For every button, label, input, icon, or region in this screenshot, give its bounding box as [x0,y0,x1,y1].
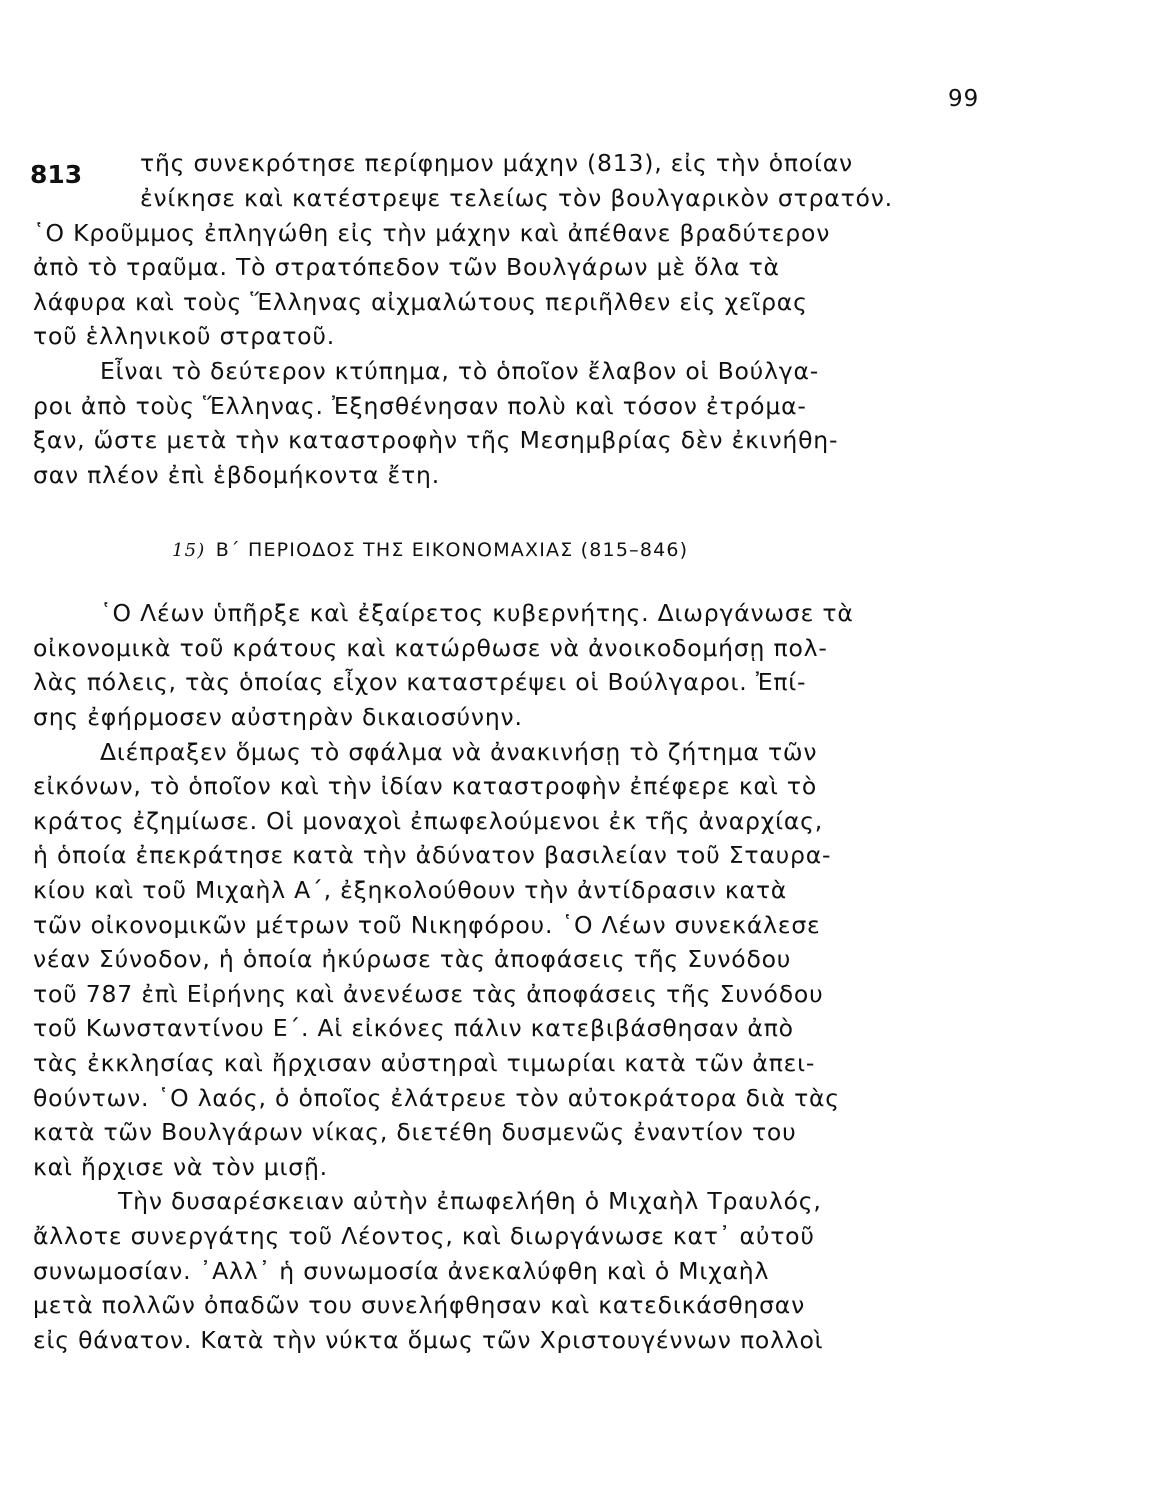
body-line: Εἶναι τὸ δεύτερον κτύπημα, τὸ ὁποῖον ἔλαβον οἱ Βούλγα- [100,357,820,385]
body-line: τὰς ἐκκλησίας καὶ ἤρχισαν αὐστηραὶ τιμωρίαι κατὰ τῶν ἀπει- [33,1049,816,1077]
body-line: κράτος ἐζημίωσε. Οἱ μοναχοὶ ἐπωφελούμενοι ἐκ τῆς ἀναρχίας, [33,807,824,835]
body-line: συνωμοσίαν. ᾽Αλλ᾽ ἡ συνωμοσία ἀνεκαλύφθη καὶ ὁ Μιχαὴλ [33,1257,770,1285]
body-line: τοῦ 787 ἐπὶ Εἰρήνης καὶ ἀνενέωσε τὰς ἀποφάσεις τῆς Συνόδου [33,980,824,1008]
body-line: λάφυρα καὶ τοὺς Ἕλληνας αἰχμαλώτους περιῆλθεν εἰς χεῖρας [33,288,808,316]
body-line: σαν πλέον ἐπὶ ἑβδομήκοντα ἔτη. [33,461,440,489]
body-line: ῾Ο Κροῦμμος ἐπληγώθη εἰς τὴν μάχην καὶ ἀπέθανε βραδύτερον [33,219,831,247]
handwritten-section-mark: 15) [172,540,206,561]
body-line: μετὰ πολλῶν ὀπαδῶν του συνελήφθησαν καὶ κατεδικάσθησαν [33,1291,806,1319]
section-heading [172,539,688,561]
body-line: Διέπραξεν ὅμως τὸ σφάλμα νὰ ἀνακινήσῃ τὸ ζήτημα τῶν [100,738,818,766]
body-line: ἀπὸ τὸ τραῦμα. Τὸ στρατόπεδον τῶν Βουλγάρων μὲ ὅλα τὰ [33,253,780,281]
body-line: σης ἐφήρμοσεν αὐστηρὰν δικαιοσύνην. [33,703,523,731]
body-line: ροι ἀπὸ τοὺς Ἕλληνας. Ἐξησθένησαν πολὺ καὶ τόσον ἐτρόμα- [33,392,807,420]
body-line: ἄλλοτε συνεργάτης τοῦ Λέοντος, καὶ διωργάνωσε κατ᾽ αὐτοῦ [33,1222,815,1250]
body-line: λὰς πόλεις, τὰς ὁποίας εἶχον καταστρέψει οἱ Βούλγαροι. Ἐπί- [33,668,807,696]
body-line: τῆς συνεκρότησε περίφημον μάχην (813), εἰς τὴν ὁποίαν [140,149,853,177]
body-line: ἐνίκησε καὶ κατέστρεψε τελείως τὸν βουλγαρικὸν στρατόν. [140,184,893,212]
body-line: τοῦ Κωνσταντίνου Ε΄. Αἱ εἰκόνες πάλιν κατεβιβάσθησαν ἀπὸ [33,1014,794,1042]
body-line: εἰς θάνατον. Κατὰ τὴν νύκτα ὅμως τῶν Χριστουγέννων πολλοὶ [33,1326,824,1354]
body-line: νέαν Σύνοδον, ἡ ὁποία ἠκύρωσε τὰς ἀποφάσεις τῆς Συνόδου [33,945,792,973]
body-line: οἰκονομικὰ τοῦ κράτους καὶ κατώρθωσε νὰ ἀνοικοδομήσῃ πολ- [33,634,828,662]
page-number: 99 [948,86,980,112]
body-line: Τὴν δυσαρέσκειαν αὐτὴν ἐπωφελήθη ὁ Μιχαὴλ Τραυλός, [118,1187,822,1215]
body-line: θούντων. ῾Ο λαός, ὁ ὁποῖος ἐλάτρευε τὸν αὐτοκράτορα διὰ τὰς [33,1084,840,1112]
body-line: τῶν οἰκονομικῶν μέτρων τοῦ Νικηφόρου. ῾Ο Λέων συνεκάλεσε [33,911,821,939]
body-line: εἰκόνων, τὸ ὁποῖον καὶ τὴν ἰδίαν καταστροφὴν ἐπέφερε καὶ τὸ [33,772,817,800]
body-line: ἡ ὁποία ἐπεκράτησε κατὰ τὴν ἀδύνατον βασιλείαν τοῦ Σταυρα- [33,841,832,869]
body-line: κίου καὶ τοῦ Μιχαὴλ Α΄, ἐξηκολούθουν τὴν ἀντίδρασιν κατὰ [33,876,788,904]
body-line: καὶ ἤρχισε νὰ τὸν μισῇ. [33,1153,328,1181]
body-line: κατὰ τῶν Βουλγάρων νίκας, διετέθη δυσμενῶς ἐναντίον του [33,1118,797,1146]
section-title: Β΄ ΠΕΡΙΟΔΟΣ ΤΗΣ ΕΙΚΟΝΟΜΑΧΙΑΣ (815–846) [215,539,689,561]
body-line: τοῦ ἑλληνικοῦ στρατοῦ. [33,322,336,350]
margin-year-note: 813 [30,160,83,189]
body-line: ξαν, ὥστε μετὰ τὴν καταστροφὴν τῆς Μεσημβρίας δὲν ἐκινήθη- [33,426,839,454]
body-line: ῾Ο Λέων ὑπῆρξε καὶ ἐξαίρετος κυβερνήτης. Διωργάνωσε τὰ [100,599,854,627]
